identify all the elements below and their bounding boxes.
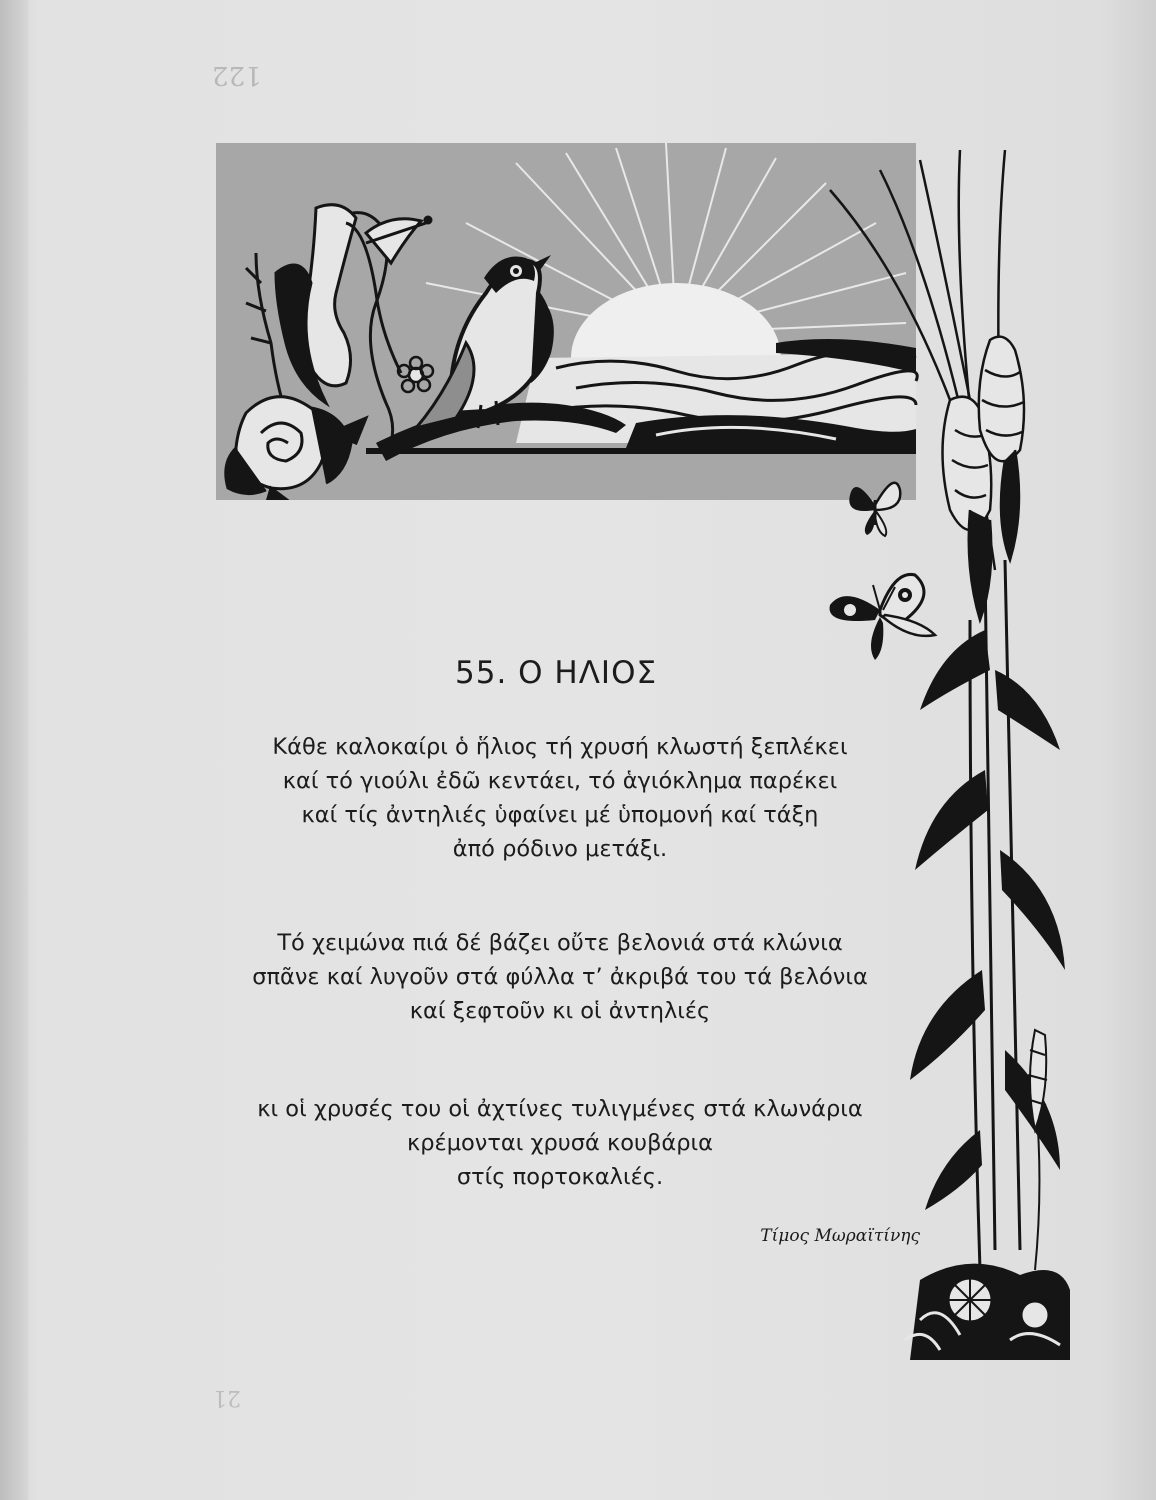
poem-line: καί ξεφτοῦν κι οἱ ἀντηλιές bbox=[409, 998, 711, 1024]
poem-line: σπᾶνε καί λυγοῦν στά φύλλα τ’ ἀκριβά του τά βελόνια bbox=[252, 964, 868, 990]
poem-line: καί τό γιούλι ἐδῶ κεντάει, τό ἁγιόκλημα παρέκει bbox=[282, 768, 838, 794]
poem-line: κι οἱ χρυσές του οἱ ἀχτίνες τυλιγμένες στά κλωνάρια bbox=[257, 1096, 863, 1122]
poem-line: ἀπό ρόδινο μετάξι. bbox=[452, 836, 668, 862]
poem-line: καί τίς ἀντηλιές ὑφαίνει μέ ὑπομονή καί τάξη bbox=[301, 802, 819, 828]
page-number-top: 122 bbox=[212, 60, 262, 90]
poem-stanza-2 bbox=[180, 926, 940, 1028]
poem-line: Κάθε καλοκαίρι ὁ ἥλιος τή χρυσή κλωστή ξεπλέκει bbox=[272, 734, 848, 760]
poem-stanza-1 bbox=[180, 730, 940, 866]
ground-flowers-icon bbox=[905, 1264, 1070, 1360]
wheat-ear-icon bbox=[943, 337, 1025, 620]
thistle-icon bbox=[1028, 1030, 1047, 1270]
poem-title: 55. Ο ΗΛΙΟΣ bbox=[455, 655, 658, 691]
poem-stanza-3 bbox=[180, 1092, 940, 1194]
poem-line: στίς πορτοκαλιές. bbox=[456, 1164, 664, 1190]
book-spine-shadow bbox=[0, 0, 28, 1500]
page-number-bottom: 21 bbox=[213, 1385, 241, 1410]
poem-line: Τό χειμώνα πιά δέ βάζει οὔτε βελονιά στά κλώνια bbox=[277, 930, 843, 956]
poem-line: κρέμονται χρυσά κουβάρια bbox=[406, 1130, 713, 1156]
poem-author: Τίμος Μωραϊτίνης bbox=[760, 1226, 920, 1246]
small-butterfly-icon bbox=[845, 470, 905, 540]
large-butterfly-icon bbox=[825, 565, 940, 665]
